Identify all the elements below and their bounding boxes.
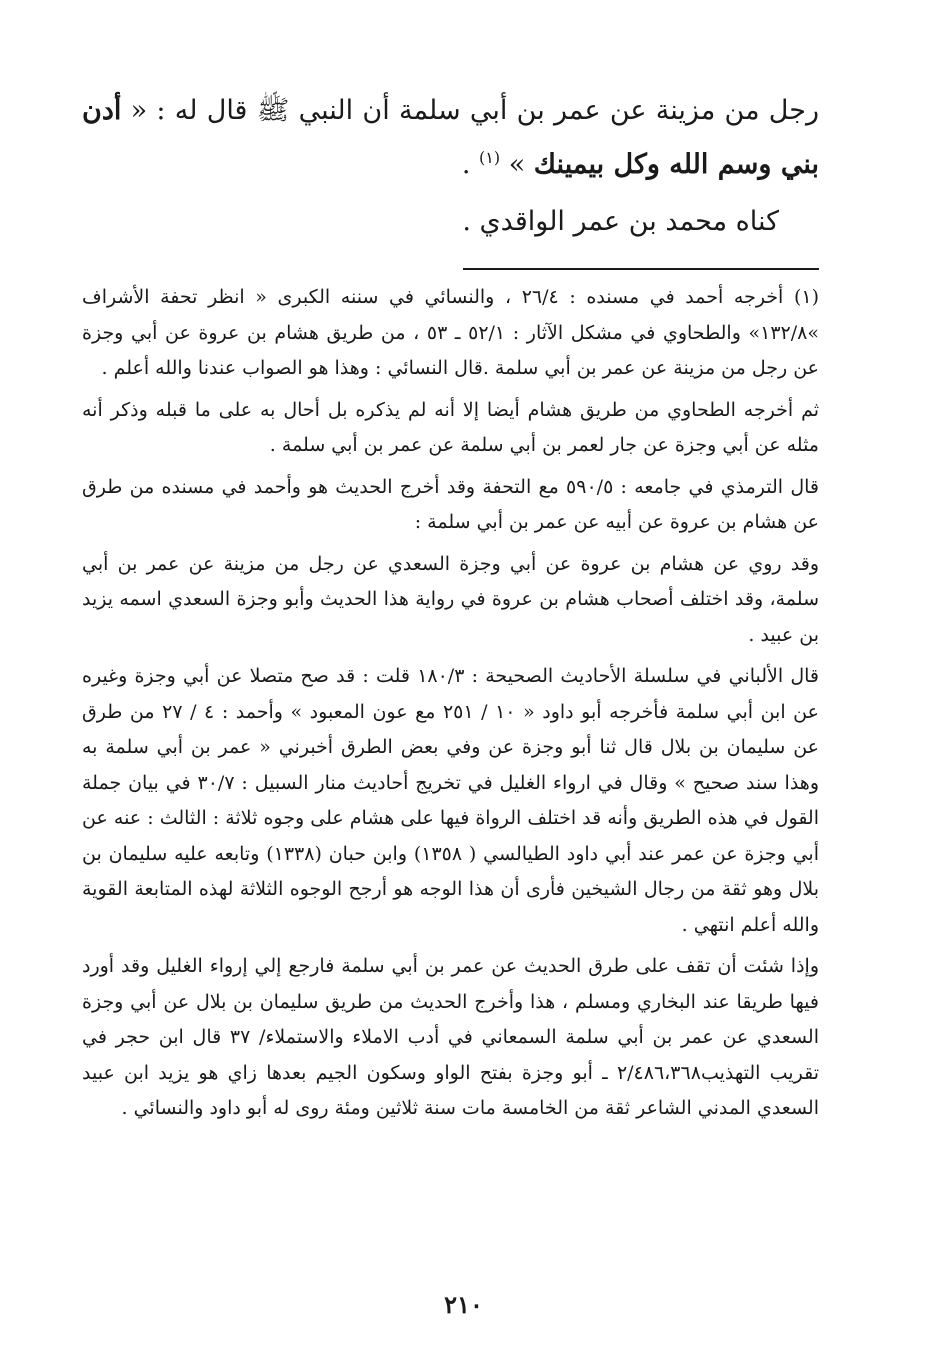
main-text-end: . [461, 149, 480, 180]
footnote-separator [463, 268, 819, 270]
footnote-paragraph: قال الألباني في سلسلة الأحاديث الصحيحة : ١٨٠/٣ قلت : قد صح متصلا عن أبي وجزة وغيره عن ابن أبي سلمة فأخرجه أبو داود « ١٠ / ٢٥١ مع عون المعبود » وأحمد : ٤ / ٢٧ من طرق عن سليمان بن بلال قال ثنا أبو وجزة عن وفي بعض الطرق أخبرني « عمر بن أبي سلمة به وهذا سند صحيح » وقال في ارواء الغليل في تخريج أحاديث منار السبيل : ٣٠/٧ في بيان جملة القول في هذه الطريق وأنه قد اختلف الرواة فيها على هشام على وجوه ثلاثة : الثالث : عنه عن أبي وجزة عن عمر عند أبي داود الطيالسي ( ١٣٥٨) وابن حبان (١٣٣٨) وتابعه عليه سليمان بن بلال وهو ثقة من رجال الشيخين فأرى أن هذا الوجه هو أرجح الوجوه الثلاثة لهذه المتابعة القوية والله أعلم انتهي . [82, 665, 819, 936]
footnotes [82, 280, 819, 1127]
footnote-paragraph: وقد روي عن هشام بن عروة عن أبي وجزة السعدي عن رجل من مزينة عن عمر بن أبي سلمة، وقد اختلف أصحاب هشام بن عروة في رواية هذا الحديث وأبو وجزة السعدي اسمه يزيد بن عبيد . [82, 552, 819, 646]
main-text-paragraph [82, 84, 819, 192]
footnote-paragraph: ثم أخرجه الطحاوي من طريق هشام أيضا إلا أنه لم يذكره بل أحال به على ما قبله وذكر أنه مثله عن أبي وجزة عن جار لعمر بن أبي سلمة عن عمر بن أبي سلمة . [82, 398, 819, 456]
main-text-kunya: كناه محمد بن عمر الواقدي . [462, 206, 779, 237]
page-number: ٢١٠ [444, 1290, 483, 1319]
quote-close: » [500, 149, 534, 180]
footnote-paragraph: (١) أخرجه أحمد في مسنده : ٢٦/٤ ، والنسائي في سننه الكبرى « انظر تحفة الأشراف »١٣٢/٨» والطحاوي في مشكل الآثار : ٥٢/١ ـ ٥٣ ، من طريق هشام بن عروة عن أبي وجزة عن رجل من مزينة عن عمر بن أبي سلمة .قال النسائي : وهذا هو الصواب عندنا والله أعلم . [82, 286, 819, 379]
footnote-paragraph: وإذا شئت أن تقف على طرق الحديث عن عمر بن أبي سلمة فارجع إلي إرواء الغليل وقد أورد فيها طريقا عند البخاري ومسلم ، هذا وأخرج الحديث من طريق سليمان بن بلال عن أبي وجزة السعدي عن عمر بن أبي سلمة السمعاني في أدب الاملاء والاستملاء/ ٣٧ قال ابن حجر في تقريب التهذيب٢/٤٨٦،٣٦٨ ـ أبو وجزة بفتح الواو وسكون الجيم بعدها زاي هو يزيد ابن عبيد السعدي المدني الشاعر ثقة من الخامسة مات سنة ثلاثين ومئة روى له أبو داود والنسائي . [82, 955, 819, 1119]
footnote-paragraph: قال الترمذي في جامعه : ٥٩٠/٥ مع التحفة وقد أخرج الحديث هو وأحمد في مسنده من طرق عن هشام بن عروة عن أبيه عن عمر بن أبي سلمة : [82, 475, 819, 533]
hadith-quote: أدن بني وسم الله وكل بيمينك [82, 95, 819, 180]
main-text: رجل من مزينة عن عمر بن أبي سلمة أن النبي ﷺ قال له : « [121, 95, 819, 126]
footnote-ref: (١) [479, 148, 501, 167]
